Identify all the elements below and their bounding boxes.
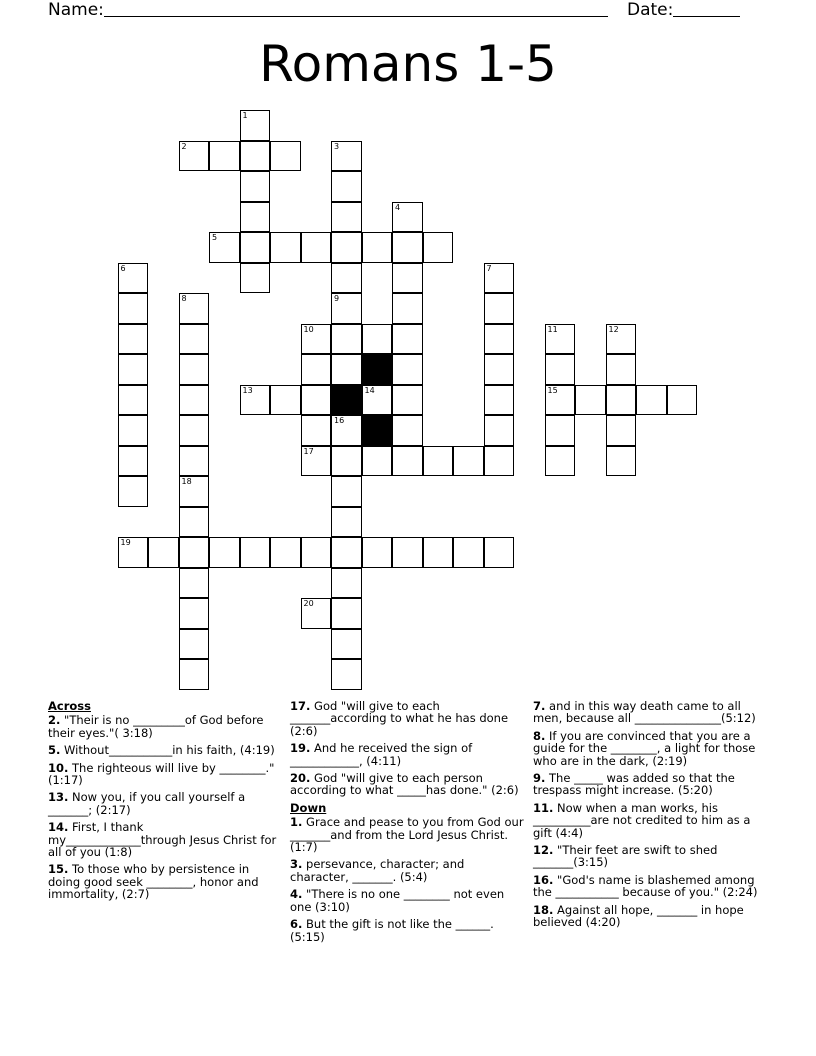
grid-cell[interactable] — [484, 293, 515, 324]
grid-cell[interactable] — [148, 537, 179, 568]
grid-cell[interactable] — [331, 171, 362, 202]
clue-item — [48, 791, 283, 816]
grid-cell[interactable] — [331, 476, 362, 507]
clue-number: 16 — [334, 416, 345, 425]
clue-item — [533, 700, 768, 725]
clue-number-label: 14. — [48, 820, 69, 835]
clue-text: "Their is no _________of God before their eyes."( 3:18) — [48, 713, 264, 740]
grid-cell[interactable] — [484, 324, 515, 355]
clue-number-label: 18. — [533, 902, 554, 917]
clue-number: 15 — [547, 385, 558, 395]
grid-cell[interactable] — [179, 507, 210, 538]
clue-number-label: 16. — [533, 872, 554, 887]
grid-cell[interactable] — [362, 537, 393, 568]
grid-cell[interactable] — [179, 659, 210, 690]
grid-cell[interactable] — [606, 385, 637, 416]
grid-cell[interactable] — [301, 354, 332, 385]
clue-number-label: 12. — [533, 843, 554, 858]
black-square — [362, 415, 393, 446]
grid-cell[interactable] — [606, 354, 637, 385]
clue-item — [290, 816, 525, 853]
clue-number-label: 5. — [48, 743, 61, 758]
grid-cell[interactable] — [362, 324, 393, 355]
clue-item — [290, 700, 525, 737]
grid-cell[interactable] — [331, 568, 362, 599]
clue-number: 2 — [181, 141, 187, 151]
page-title: Romans 1-5 — [259, 35, 557, 93]
grid-cell[interactable] — [392, 354, 423, 385]
clue-item — [290, 918, 525, 943]
clue-text: God "will give to each _______according to what he has done (2:6) — [290, 699, 509, 738]
grid-cell[interactable] — [331, 232, 362, 263]
clue-number-label: 11. — [533, 800, 554, 815]
grid-cell[interactable] — [392, 293, 423, 324]
clue-item — [290, 888, 525, 913]
clues-column-2 — [290, 700, 525, 948]
grid-cell[interactable] — [118, 263, 149, 294]
grid-cell[interactable] — [118, 293, 149, 324]
grid-cell[interactable] — [301, 415, 332, 446]
clue-number: 17 — [303, 446, 314, 456]
clue-text: And he received the sign of ____________, (4:11) — [290, 741, 473, 768]
clue-item — [290, 772, 525, 797]
clue-item — [290, 742, 525, 767]
grid-cell[interactable] — [270, 385, 301, 416]
clue-item — [48, 863, 283, 900]
clue-number: 4 — [395, 202, 401, 212]
clue-item — [48, 762, 283, 787]
clue-text: Against all hope, _______ in hope believed (4:20) — [533, 902, 744, 930]
grid-cell[interactable] — [179, 293, 210, 324]
grid-cell[interactable] — [301, 232, 332, 263]
across-heading: Across — [48, 699, 91, 713]
grid-cell[interactable] — [545, 446, 576, 477]
clue-number: 13 — [242, 385, 253, 395]
grid-cell[interactable] — [606, 324, 637, 355]
grid-cell[interactable] — [575, 385, 606, 416]
grid-cell[interactable] — [240, 385, 271, 416]
clue-text: "Their feet are swift to shed _______(3:15) — [533, 843, 718, 870]
grid-cell[interactable] — [179, 141, 210, 172]
grid-cell[interactable] — [270, 141, 301, 172]
grid-cell[interactable] — [392, 232, 423, 263]
grid-cell[interactable] — [179, 598, 210, 629]
grid-cell[interactable] — [240, 110, 271, 141]
clue-number-label: 20. — [290, 771, 311, 786]
clue-text: The _____ was added so that the trespass might increase. (5:20) — [533, 771, 735, 798]
grid-cell[interactable] — [606, 415, 637, 446]
clue-number: 12 — [608, 324, 619, 334]
clue-text: and in this way death came to all men, because all _______________(5:12) — [533, 699, 756, 726]
grid-cell[interactable] — [240, 263, 271, 294]
clue-text: "God's name is blashemed among the ___________ because of you." (2:24) — [533, 872, 758, 900]
grid-cell[interactable] — [392, 537, 423, 568]
name-label: Name: — [48, 0, 104, 20]
grid-cell[interactable] — [392, 446, 423, 477]
grid-cell[interactable] — [179, 629, 210, 660]
grid-cell[interactable] — [270, 232, 301, 263]
grid-cell[interactable] — [118, 446, 149, 477]
down-clue-list-continued — [533, 700, 768, 929]
clue-item — [533, 904, 768, 929]
clue-text: Now you, if you call yourself a _______; (2:17) — [48, 790, 246, 817]
clue-number-label: 8. — [533, 728, 546, 743]
grid-cell[interactable] — [331, 415, 362, 446]
grid-cell[interactable] — [484, 385, 515, 416]
grid-cell[interactable] — [118, 385, 149, 416]
grid-cell[interactable] — [240, 171, 271, 202]
clue-text: Without___________in his faith, (4:19) — [60, 743, 275, 758]
clue-item — [533, 730, 768, 767]
clue-text: "There is no one ________ not even one (3:10) — [290, 887, 505, 914]
grid-cell[interactable] — [362, 446, 393, 477]
grid-cell[interactable] — [331, 293, 362, 324]
clue-number-label: 10. — [48, 760, 69, 775]
grid-cell[interactable] — [209, 141, 240, 172]
clue-number: 18 — [181, 477, 192, 486]
grid-cell[interactable] — [392, 415, 423, 446]
grid-cell[interactable] — [484, 263, 515, 294]
clue-text: Now when a man works, his __________are not credited to him as a gift (4:4) — [533, 800, 751, 840]
grid-cell[interactable] — [331, 324, 362, 355]
grid-cell[interactable] — [240, 202, 271, 233]
clue-text: Grace and pease to you from God our _______and from the Lord Jesus Christ. (1:7) — [290, 815, 524, 855]
clue-item — [290, 858, 525, 883]
grid-cell[interactable] — [331, 354, 362, 385]
clue-number: 6 — [120, 263, 126, 273]
grid-cell[interactable] — [301, 598, 332, 629]
grid-cell[interactable] — [118, 537, 149, 568]
grid-cell[interactable] — [636, 385, 667, 416]
grid-cell[interactable] — [118, 476, 149, 507]
grid-cell[interactable] — [240, 537, 271, 568]
grid-cell[interactable] — [453, 537, 484, 568]
clue-number: 11 — [547, 324, 558, 334]
grid-cell[interactable] — [179, 537, 210, 568]
grid-cell[interactable] — [362, 232, 393, 263]
clue-number-label: 1. — [290, 815, 303, 830]
clue-item — [533, 844, 768, 869]
clue-number: 9 — [334, 294, 340, 303]
grid-cell[interactable] — [484, 415, 515, 446]
clue-text: God "will give to each person according to what _____has done." (2:6) — [290, 771, 519, 798]
grid-cell[interactable] — [667, 385, 698, 416]
clue-item — [533, 802, 768, 839]
grid-cell[interactable] — [392, 263, 423, 294]
grid-cell[interactable] — [209, 537, 240, 568]
clue-item — [48, 821, 283, 858]
grid-cell[interactable] — [240, 141, 271, 172]
clue-number-label: 7. — [533, 699, 546, 713]
clue-item — [48, 714, 283, 739]
clues-column-3 — [533, 700, 768, 934]
grid-cell[interactable] — [240, 232, 271, 263]
grid-cell[interactable] — [301, 537, 332, 568]
clue-number-label: 6. — [290, 917, 303, 932]
clue-number: 20 — [303, 599, 314, 608]
grid-cell[interactable] — [331, 537, 362, 568]
clue-text: If you are convinced that you are a guide for the ________, a light for those who are in the dark, (2:19) — [533, 728, 756, 768]
grid-cell[interactable] — [545, 385, 576, 416]
grid-cell[interactable] — [331, 629, 362, 660]
grid-cell[interactable] — [606, 446, 637, 477]
clue-number-label: 3. — [290, 857, 303, 872]
clue-number: 3 — [334, 141, 340, 151]
clue-number: 5 — [212, 233, 218, 242]
grid-cell[interactable] — [484, 354, 515, 385]
grid-cell[interactable] — [179, 476, 210, 507]
clue-item — [533, 874, 768, 899]
grid-cell[interactable] — [209, 232, 240, 263]
grid-cell[interactable] — [484, 446, 515, 477]
grid-cell[interactable] — [331, 598, 362, 629]
grid-cell[interactable] — [484, 537, 515, 568]
clue-number-label: 15. — [48, 862, 69, 877]
grid-cell[interactable] — [118, 354, 149, 385]
grid-cell[interactable] — [545, 324, 576, 355]
clue-text: First, I thank my_____________through Jesus Christ for all of you (1:8) — [48, 820, 277, 860]
clue-text: To those who by persistence in doing good seek ________, honor and immortality, (2:7) — [48, 862, 259, 902]
grid-cell[interactable] — [362, 385, 393, 416]
grid-cell[interactable] — [392, 202, 423, 233]
clue-number: 10 — [303, 324, 314, 334]
clue-number-label: 2. — [48, 713, 61, 728]
grid-cell[interactable] — [331, 263, 362, 294]
grid-cell[interactable] — [423, 537, 454, 568]
clue-number-label: 19. — [290, 741, 311, 756]
clue-text: The righteous will live by ________." (1:17) — [48, 760, 275, 788]
grid-cell[interactable] — [118, 324, 149, 355]
grid-cell[interactable] — [179, 385, 210, 416]
clue-number-label: 17. — [290, 699, 311, 713]
grid-cell[interactable] — [301, 446, 332, 477]
clue-item — [48, 744, 283, 756]
across-clue-list — [48, 714, 283, 900]
clues-column-1 — [48, 700, 283, 906]
black-square — [331, 385, 362, 416]
grid-cell[interactable] — [331, 507, 362, 538]
across-clue-list-continued — [290, 700, 525, 797]
clue-number: 8 — [181, 294, 187, 303]
clue-number: 14 — [364, 385, 375, 395]
grid-cell[interactable] — [331, 141, 362, 172]
grid-cell[interactable] — [179, 415, 210, 446]
clue-number: 7 — [486, 263, 492, 273]
grid-cell[interactable] — [331, 659, 362, 690]
grid-cell[interactable] — [179, 568, 210, 599]
grid-cell[interactable] — [423, 232, 454, 263]
grid-cell[interactable] — [331, 446, 362, 477]
clue-item — [533, 772, 768, 797]
grid-cell[interactable] — [179, 324, 210, 355]
grid-cell[interactable] — [301, 324, 332, 355]
grid-cell[interactable] — [545, 415, 576, 446]
grid-cell[interactable] — [545, 354, 576, 385]
grid-cell[interactable] — [270, 537, 301, 568]
grid-cell[interactable] — [301, 385, 332, 416]
date-label: Date: — [627, 0, 674, 20]
grid-cell[interactable] — [392, 385, 423, 416]
grid-cell[interactable] — [118, 415, 149, 446]
grid-cell[interactable] — [179, 354, 210, 385]
clue-number: 1 — [242, 111, 248, 120]
grid-cell[interactable] — [331, 202, 362, 233]
clue-text: But the gift is not like the ______. (5:15) — [290, 917, 494, 944]
grid-cell[interactable] — [392, 324, 423, 355]
clue-number: 19 — [120, 538, 131, 547]
clue-text: persevance, character; and character, _______. (5:4) — [290, 857, 465, 884]
clue-number-label: 4. — [290, 887, 303, 902]
black-square — [362, 354, 393, 385]
grid-cell[interactable] — [179, 446, 210, 477]
down-heading: Down — [290, 800, 327, 815]
grid-cell[interactable] — [423, 446, 454, 477]
down-clue-list — [290, 816, 525, 943]
clue-number-label: 9. — [533, 771, 546, 786]
grid-cell[interactable] — [453, 446, 484, 477]
clue-number-label: 13. — [48, 790, 69, 805]
